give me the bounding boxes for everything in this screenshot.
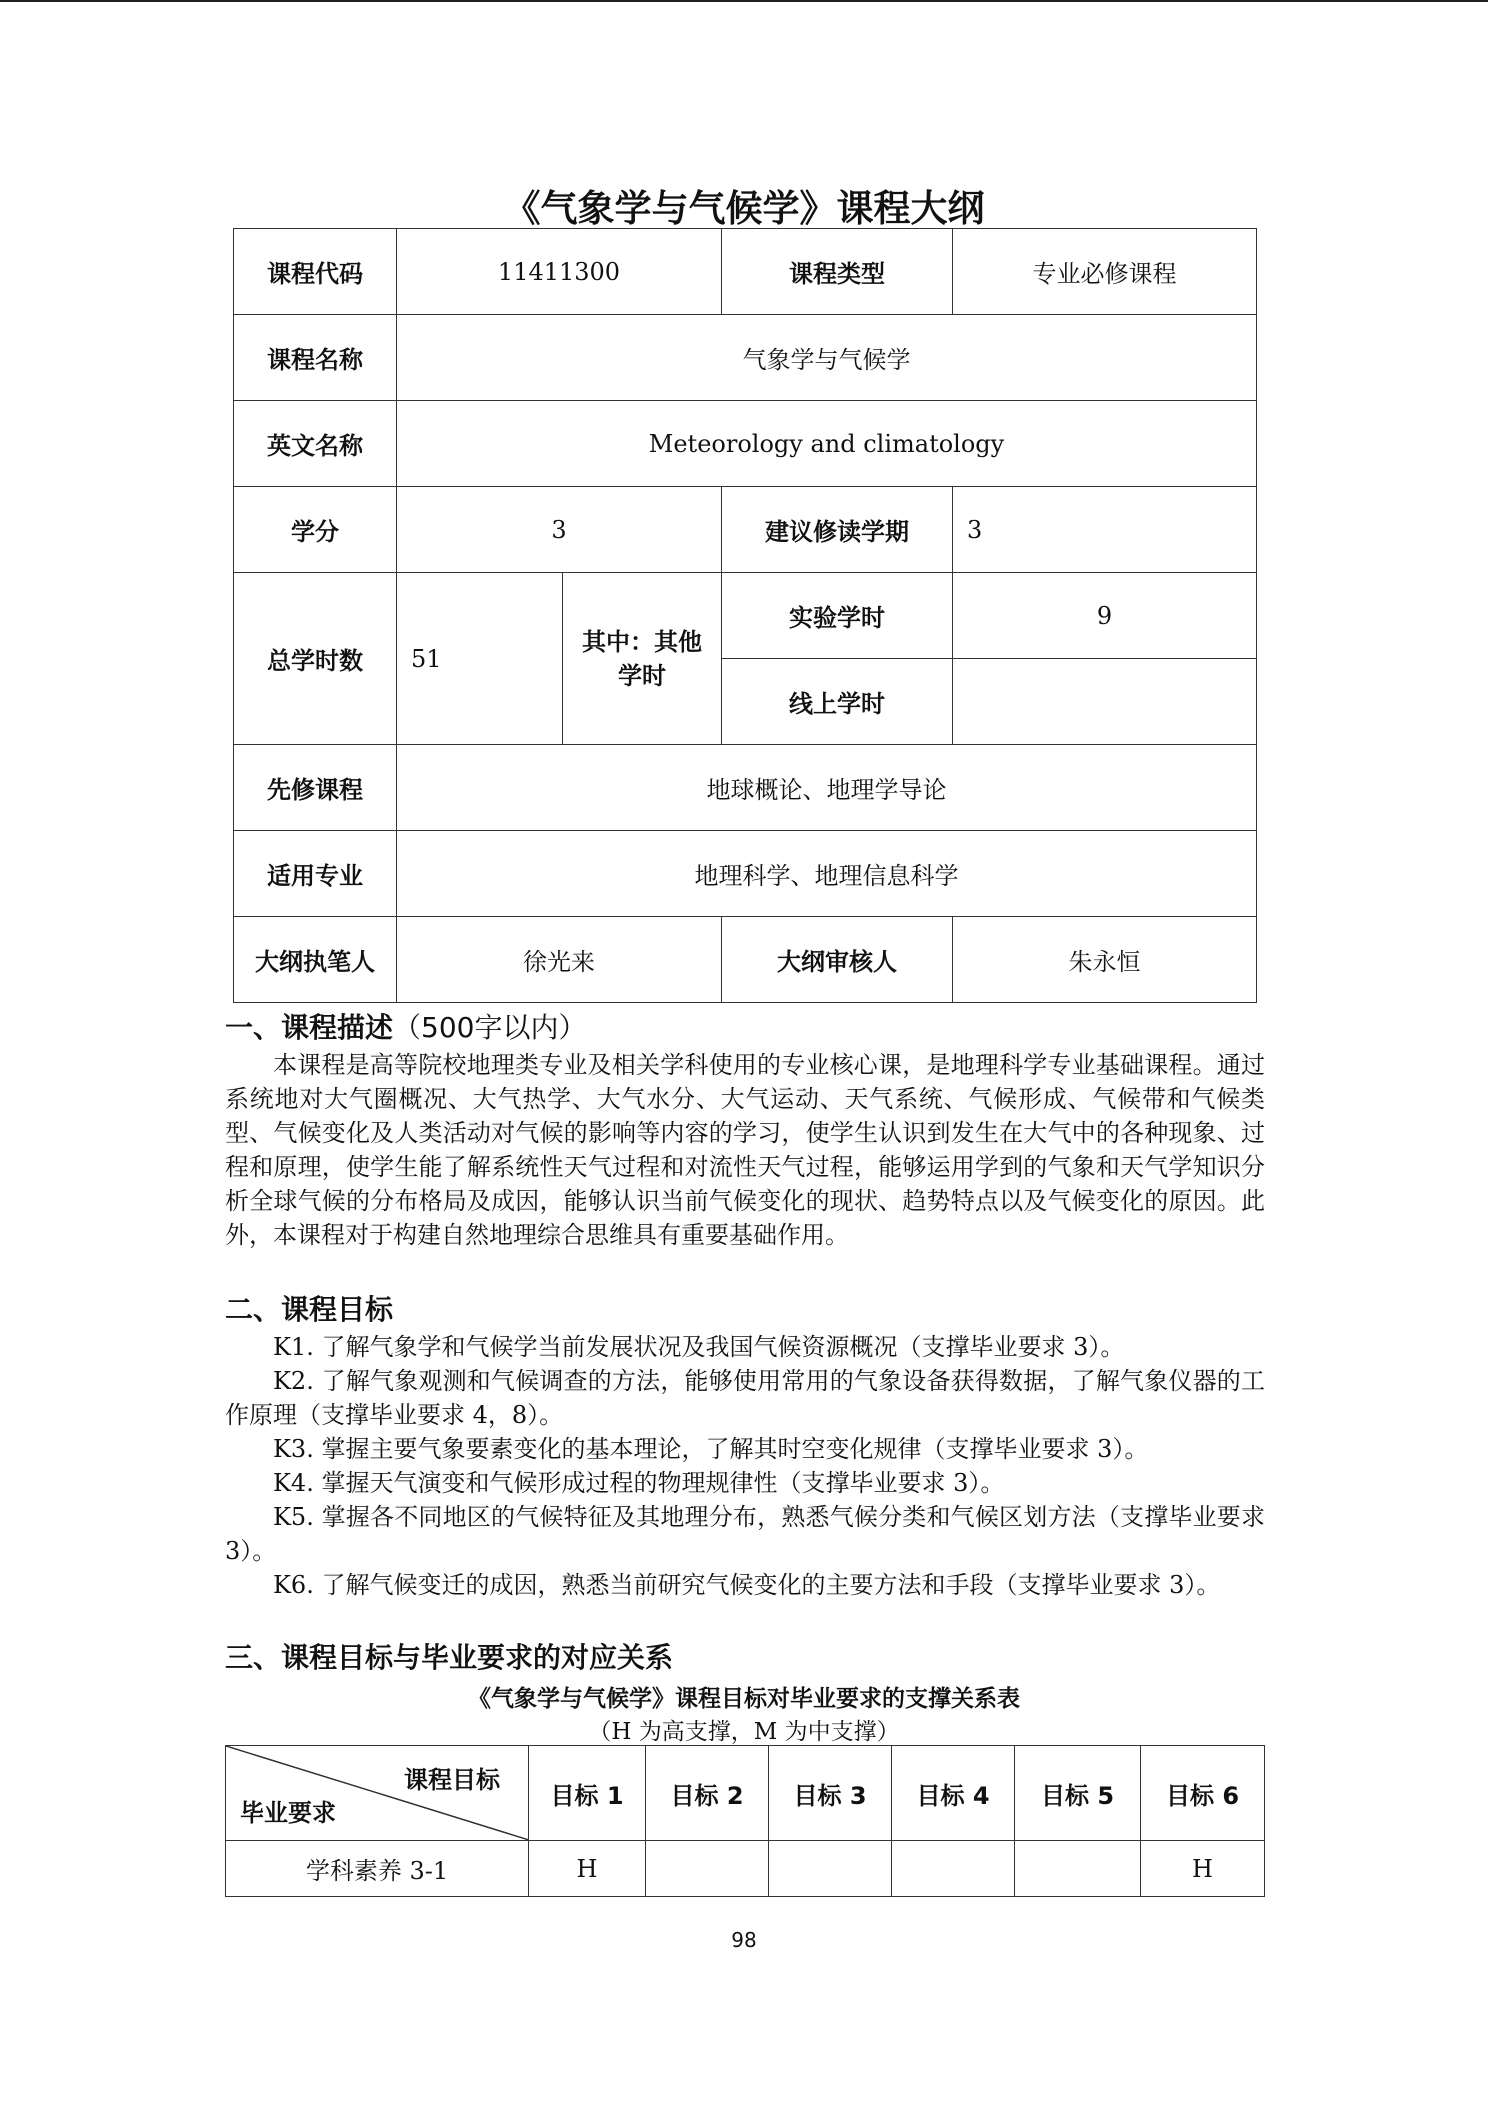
semester-label: 建议修读学期 (722, 487, 953, 573)
objective-item: K6. 了解气候变迁的成因，熟悉当前研究气候变化的主要方法和手段（支撑毕业要求 3）。 (273, 1571, 1221, 1599)
table-cell (1015, 1841, 1141, 1897)
top-border-line (0, 0, 1488, 2)
column-header: 目标 3 (769, 1746, 892, 1841)
author-value: 徐光来 (397, 917, 722, 1003)
author-label: 大纲执笔人 (234, 917, 397, 1003)
mapping-table (225, 1745, 1265, 1897)
table-title: 《气象学与气候学》课程目标对毕业要求的支撑关系表 (468, 1686, 1020, 1712)
corner-top-label: 课程目标 (404, 1766, 500, 1794)
semester-value: 3 (953, 487, 1257, 573)
section-heading-text: 一、课程描述 (225, 1011, 394, 1044)
description-paragraph: 本课程是高等院校地理类专业及相关学科使用的专业核心课，是地理科学专业基础课程。通过系统地对大气圈概况、大气热学、大气水分、大气运动、天气系统、气候形成、气候带和气候类型、气候变化及人类活动对气候的影响等内容的学习，使学生认识到发生在大气中的各种现象、过程和原理，使学生能了解系统性天气过程和对流性天气过程，能够运用学到的气象和天气学知识分析全球气候的分布格局及成因，能够认识当前气候变化的现状、趋势特点以及气候变化的原因。此外，本课程对于构建自然地理综合思维具有重要基础作用。 (225, 1051, 1265, 1249)
section-heading: 二、课程目标 (225, 1293, 394, 1326)
credit-value: 3 (397, 487, 722, 573)
section-heading-note: （500字以内） (393, 1011, 587, 1044)
prereq-value: 地球概论、地理学导论 (397, 745, 1257, 831)
objective-item: K3. 掌握主要气象要素变化的基本理论，了解其时空变化规律（支撑毕业要求 3）。 (273, 1435, 1149, 1463)
table-row (226, 1841, 1265, 1897)
objective-item: K5. 掌握各不同地区的气候特征及其地理分布，熟悉气候分类和气候区划方法（支撑毕业要求 3）。 (225, 1503, 1265, 1565)
major-label: 适用专业 (234, 831, 397, 917)
section-heading (225, 1008, 1265, 1048)
column-header: 目标 6 (1141, 1746, 1265, 1841)
column-header: 目标 5 (1015, 1746, 1141, 1841)
course-info-table (233, 228, 1257, 1003)
course-type-value: 专业必修课程 (953, 229, 1257, 315)
course-code-value: 11411300 (397, 229, 722, 315)
reviewer-value: 朱永恒 (953, 917, 1257, 1003)
prereq-label: 先修课程 (234, 745, 397, 831)
table-subtitle: （H 为高支撑，M 为中支撑） (588, 1719, 900, 1745)
lab-hours-label: 实验学时 (722, 573, 953, 659)
online-hours-label: 线上学时 (722, 659, 953, 745)
section-mapping (225, 1638, 1265, 1678)
major-value: 地理科学、地理信息科学 (397, 831, 1257, 917)
section-heading: 三、课程目标与毕业要求的对应关系 (225, 1641, 674, 1674)
section-course-description (225, 1008, 1265, 1252)
document-title: 《气象学与气候学》课程大纲 (503, 187, 985, 230)
reviewer-label: 大纲审核人 (722, 917, 953, 1003)
other-hours-label: 其中：其他学时 (563, 573, 722, 745)
diagonal-header-cell (226, 1746, 529, 1841)
online-hours-value (953, 659, 1257, 745)
section-course-objectives (225, 1290, 1265, 1602)
course-type-label: 课程类型 (722, 229, 953, 315)
english-name-value: Meteorology and climatology (397, 401, 1257, 487)
course-name-label: 课程名称 (234, 315, 397, 401)
table-cell (646, 1841, 769, 1897)
english-name-label: 英文名称 (234, 401, 397, 487)
table-cell (769, 1841, 892, 1897)
objective-item: K2. 了解气象观测和气候调查的方法，能够使用常用的气象设备获得数据，了解气象仪器的工作原理（支撑毕业要求 4，8）。 (225, 1367, 1265, 1429)
page-number: 98 (731, 1928, 757, 1952)
column-header: 目标 4 (892, 1746, 1015, 1841)
corner-bottom-label: 毕业要求 (240, 1799, 336, 1827)
table-cell (892, 1841, 1015, 1897)
total-hours-value: 51 (397, 573, 563, 745)
total-hours-label: 总学时数 (234, 573, 397, 745)
column-header: 目标 2 (646, 1746, 769, 1841)
objective-item: K1. 了解气象学和气候学当前发展状况及我国气候资源概况（支撑毕业要求 3）。 (273, 1333, 1125, 1361)
table-cell: H (1141, 1841, 1265, 1897)
lab-hours-value: 9 (953, 573, 1257, 659)
course-code-label: 课程代码 (234, 229, 397, 315)
table-cell: H (529, 1841, 646, 1897)
row-label: 学科素养 3-1 (226, 1841, 529, 1897)
course-name-value: 气象学与气候学 (397, 315, 1257, 401)
credit-label: 学分 (234, 487, 397, 573)
column-header: 目标 1 (529, 1746, 646, 1841)
objective-item: K4. 掌握天气演变和气候形成过程的物理规律性（支撑毕业要求 3）。 (273, 1469, 1005, 1497)
